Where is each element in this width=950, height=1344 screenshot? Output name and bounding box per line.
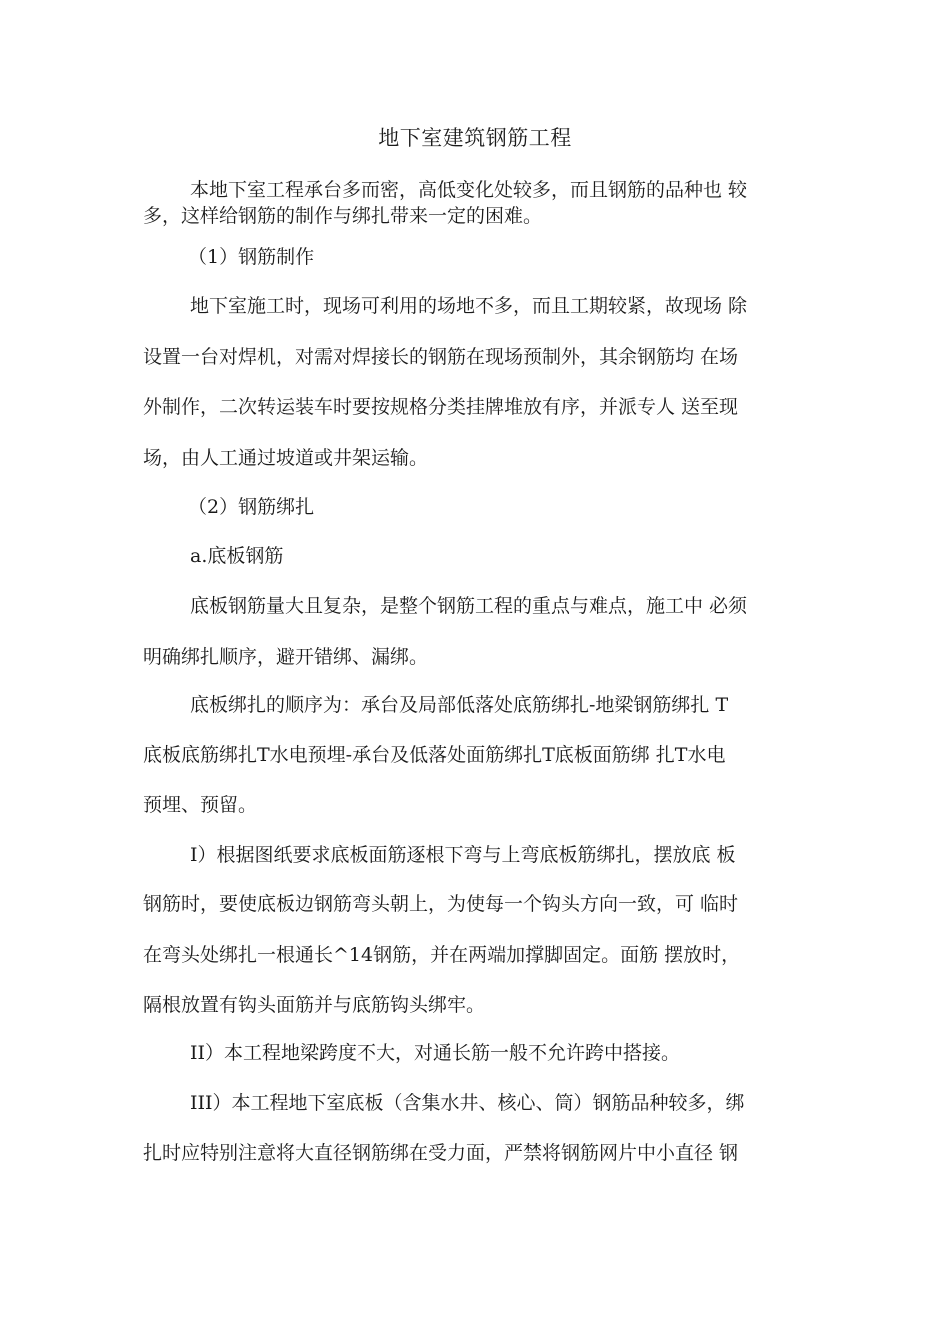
paragraph-line: 底板底筋绑扎T水电预埋-承台及低落处面筋绑扎T底板面筋绑 扎T水电 — [143, 744, 726, 766]
paragraph-line: 外制作，二次转运装车时要按规格分类挂牌堆放有序，并派专人 送至现 — [143, 396, 739, 418]
paragraph-line: 设置一台对焊机，对需对焊接长的钢筋在现场预制外，其余钢筋均 在场 — [143, 346, 739, 368]
paragraph-line: 明确绑扎顺序，避开错绑、漏绑。 — [143, 646, 429, 668]
section-heading: （2）钢筋绑扎 — [188, 496, 315, 518]
subsection-heading: a.底板钢筋 — [190, 545, 284, 567]
paragraph-line: II）本工程地梁跨度不大，对通长筋一般不允许跨中搭接。 — [190, 1042, 681, 1064]
paragraph-line: 本地下室工程承台多而密，高低变化处较多，而且钢筋的品种也 较 — [190, 179, 748, 201]
paragraph-line: 预埋、预留。 — [143, 794, 258, 816]
paragraph-line: 隔根放置有钩头面筋并与底筋钩头绑牢。 — [143, 994, 486, 1016]
paragraph-line: 多，这样给钢筋的制作与绑扎带来一定的困难。 — [143, 205, 543, 227]
paragraph-line: 场，由人工通过坡道或井架运输。 — [143, 447, 429, 469]
page-title: 地下室建筑钢筋工程 — [378, 126, 572, 150]
paragraph-line: III）本工程地下室底板（含集水井、核心、筒）钢筋品种较多，绑 — [190, 1092, 745, 1114]
paragraph-line: 地下室施工时，现场可利用的场地不多，而且工期较紧，故现场 除 — [190, 295, 748, 317]
paragraph-line: 在弯头处绑扎一根通长^14钢筋，并在两端加撑脚固定。面筋 摆放时， — [143, 944, 741, 966]
paragraph-line: 扎时应特别注意将大直径钢筋绑在受力面，严禁将钢筋网片中小直径 钢 — [143, 1142, 739, 1164]
paragraph-line: 底板绑扎的顺序为：承台及局部低落处底筋绑扎-地梁钢筋绑扎 T — [190, 694, 729, 716]
paragraph-line: I）根据图纸要求底板面筋逐根下弯与上弯底板筋绑扎，摆放底 板 — [190, 844, 736, 866]
paragraph-line: 底板钢筋量大且复杂，是整个钢筋工程的重点与难点，施工中 必须 — [190, 595, 748, 617]
section-heading: （1）钢筋制作 — [188, 246, 315, 268]
paragraph-line: 钢筋时，要使底板边钢筋弯头朝上，为使每一个钩头方向一致，可 临时 — [143, 893, 739, 915]
